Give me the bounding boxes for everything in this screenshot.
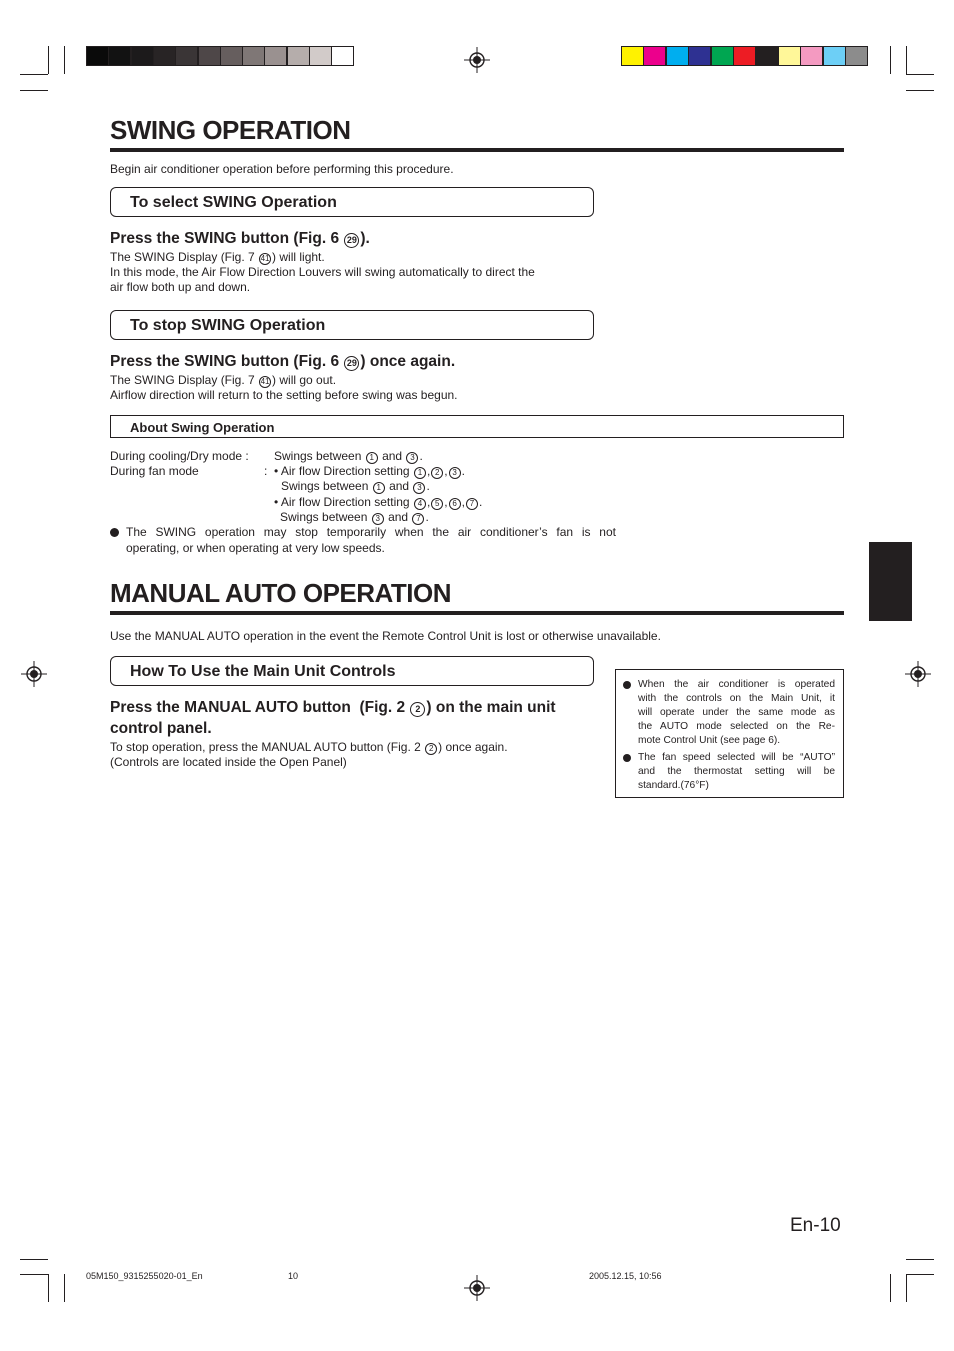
section-title: SWING OPERATION bbox=[110, 115, 351, 145]
color-swatch bbox=[688, 46, 711, 66]
crop-mark bbox=[20, 1259, 48, 1260]
step-description: To stop operation, press the MANUAL AUTO button (Fig. 2 2 ) once again. bbox=[110, 740, 508, 754]
color-swatch bbox=[823, 46, 846, 66]
side-note-line: and the thermostat setting will be bbox=[638, 766, 835, 777]
color-swatch bbox=[666, 46, 689, 66]
ref-number: 41 bbox=[260, 254, 270, 263]
ref-number: 4 bbox=[414, 498, 426, 510]
section-tab bbox=[869, 542, 912, 621]
color-swatch bbox=[733, 46, 756, 66]
color-swatch bbox=[643, 46, 666, 66]
step-description: Airflow direction will return to the setting before swing was begun. bbox=[110, 388, 458, 402]
mode-value: • Air flow Direction setting 1 , 2 , 3 . bbox=[274, 464, 465, 478]
ref-number: 2 bbox=[425, 743, 437, 755]
registration-mark-icon bbox=[464, 47, 490, 73]
registration-mark-icon bbox=[464, 1275, 490, 1301]
crop-mark bbox=[906, 1274, 934, 1275]
step-instruction: Press the SWING button (Fig. 6 29 ). bbox=[110, 230, 370, 247]
ref-number: 6 bbox=[449, 498, 461, 510]
crop-mark bbox=[906, 1274, 907, 1302]
footer-date: 2005.12.15, 10:56 bbox=[589, 1271, 662, 1281]
ref-number: 29 bbox=[344, 233, 359, 248]
side-note-line: When the air conditioner is operated bbox=[638, 679, 835, 690]
gray-swatch bbox=[220, 46, 243, 66]
ref-number: 3 bbox=[406, 452, 418, 464]
gray-swatch bbox=[198, 46, 221, 66]
subheading: To stop SWING Operation bbox=[130, 317, 326, 334]
gray-swatch bbox=[331, 46, 354, 66]
ref-number: 41 bbox=[260, 377, 270, 386]
color-swatch bbox=[621, 46, 644, 66]
crop-mark bbox=[64, 46, 65, 74]
section-title: MANUAL AUTO OPERATION bbox=[110, 578, 451, 608]
side-note-line: standard.(76°F) bbox=[638, 780, 709, 791]
ref-number: 1 bbox=[373, 482, 385, 494]
about-box bbox=[110, 415, 844, 438]
page-number: En-10 bbox=[790, 1215, 841, 1236]
crop-mark bbox=[906, 1259, 934, 1260]
side-note-line: the AUTO mode selected on the Re- bbox=[638, 721, 835, 732]
color-swatch bbox=[800, 46, 823, 66]
gray-swatch bbox=[131, 46, 154, 66]
step-instruction: Press the SWING button (Fig. 6 29 ) once again. bbox=[110, 353, 456, 370]
ref-number: 3 bbox=[413, 482, 425, 494]
intro-text: Begin air conditioner operation before performing this procedure. bbox=[110, 162, 454, 176]
gray-swatch bbox=[175, 46, 198, 66]
registration-mark-icon bbox=[21, 661, 47, 687]
about-heading: About Swing Operation bbox=[130, 420, 275, 435]
step-description: The SWING Display (Fig. 7 41 ) will go out. bbox=[110, 373, 337, 387]
ref-number: 2 bbox=[431, 467, 443, 479]
mode-label: During fan mode bbox=[110, 464, 199, 478]
footer-page: 10 bbox=[288, 1271, 299, 1281]
subheading-box bbox=[110, 187, 594, 217]
note-text: The SWING operation may stop temporarily when the air conditioner’s fan is not bbox=[126, 525, 616, 539]
mode-value: Swings between 1 and 3 . bbox=[281, 479, 430, 493]
title-rule bbox=[110, 148, 844, 152]
ref-number: 7 bbox=[466, 498, 478, 510]
ref-number: 1 bbox=[366, 452, 378, 464]
mode-colon: : bbox=[264, 464, 268, 478]
gray-swatch bbox=[264, 46, 287, 66]
gray-swatch bbox=[86, 46, 109, 66]
crop-mark bbox=[20, 74, 48, 75]
side-note-line: mote Control Unit (see page 6). bbox=[638, 735, 781, 746]
crop-mark bbox=[906, 90, 934, 91]
ref-number: 29 bbox=[344, 356, 359, 371]
ref-number: 1 bbox=[414, 467, 426, 479]
subheading: To select SWING Operation bbox=[130, 194, 337, 211]
step-instruction: Press the MANUAL AUTO button (Fig. 2 2 ) on the main unit bbox=[110, 699, 556, 716]
gray-swatch bbox=[242, 46, 265, 66]
ref-number: 3 bbox=[449, 467, 461, 479]
crop-mark bbox=[48, 1274, 49, 1302]
gray-swatch bbox=[153, 46, 176, 66]
color-swatch bbox=[845, 46, 868, 66]
bullet-icon bbox=[623, 754, 631, 762]
step-description: (Controls are located inside the Open Panel) bbox=[110, 755, 347, 769]
crop-mark bbox=[48, 46, 49, 74]
subheading-box bbox=[110, 656, 594, 686]
title-rule bbox=[110, 611, 844, 615]
gray-swatch bbox=[108, 46, 131, 66]
mode-value: Swings between 3 and 7 . bbox=[280, 510, 429, 524]
subheading-box bbox=[110, 310, 594, 340]
color-swatch bbox=[778, 46, 801, 66]
subheading: How To Use the Main Unit Controls bbox=[130, 663, 396, 680]
ref-number: 2 bbox=[410, 702, 425, 717]
crop-mark bbox=[890, 46, 891, 74]
crop-mark bbox=[906, 46, 907, 74]
bullet-icon bbox=[623, 681, 631, 689]
ref-number: 3 bbox=[372, 513, 384, 525]
gray-swatch bbox=[309, 46, 332, 66]
side-note-line: The fan speed selected will be “AUTO” bbox=[638, 752, 835, 763]
mode-label: During cooling/Dry mode : bbox=[110, 449, 249, 463]
bullet-icon bbox=[110, 528, 119, 537]
step-description: The SWING Display (Fig. 7 41 ) will light. bbox=[110, 250, 325, 264]
step-instruction: control panel. bbox=[110, 720, 212, 737]
crop-mark bbox=[906, 74, 934, 75]
crop-mark bbox=[20, 1274, 48, 1275]
registration-mark-icon bbox=[905, 661, 931, 687]
crop-mark bbox=[20, 90, 48, 91]
intro-text: Use the MANUAL AUTO operation in the event the Remote Control Unit is lost or otherwise unavailable. bbox=[110, 629, 661, 643]
color-swatch bbox=[711, 46, 734, 66]
note-text: operating, or when operating at very low speeds. bbox=[126, 541, 385, 555]
side-note-line: with the controls on the Main Unit, it bbox=[638, 693, 835, 704]
mode-value: Swings between 1 and 3 . bbox=[274, 449, 423, 463]
color-swatch bbox=[755, 46, 778, 66]
crop-mark bbox=[64, 1274, 65, 1302]
step-description: In this mode, the Air Flow Direction Louvers will swing automatically to direct the bbox=[110, 265, 535, 279]
mode-value: • Air flow Direction setting 4 , 5 , 6 , 7 . bbox=[274, 495, 483, 509]
side-note-line: will operate under the same mode as bbox=[638, 707, 835, 718]
gray-swatch bbox=[287, 46, 310, 66]
footer-file: 05M150_9315255020-01_En bbox=[86, 1271, 203, 1281]
ref-number: 5 bbox=[431, 498, 443, 510]
crop-mark bbox=[890, 1274, 891, 1302]
step-description: air flow both up and down. bbox=[110, 280, 251, 294]
ref-number: 7 bbox=[412, 513, 424, 525]
